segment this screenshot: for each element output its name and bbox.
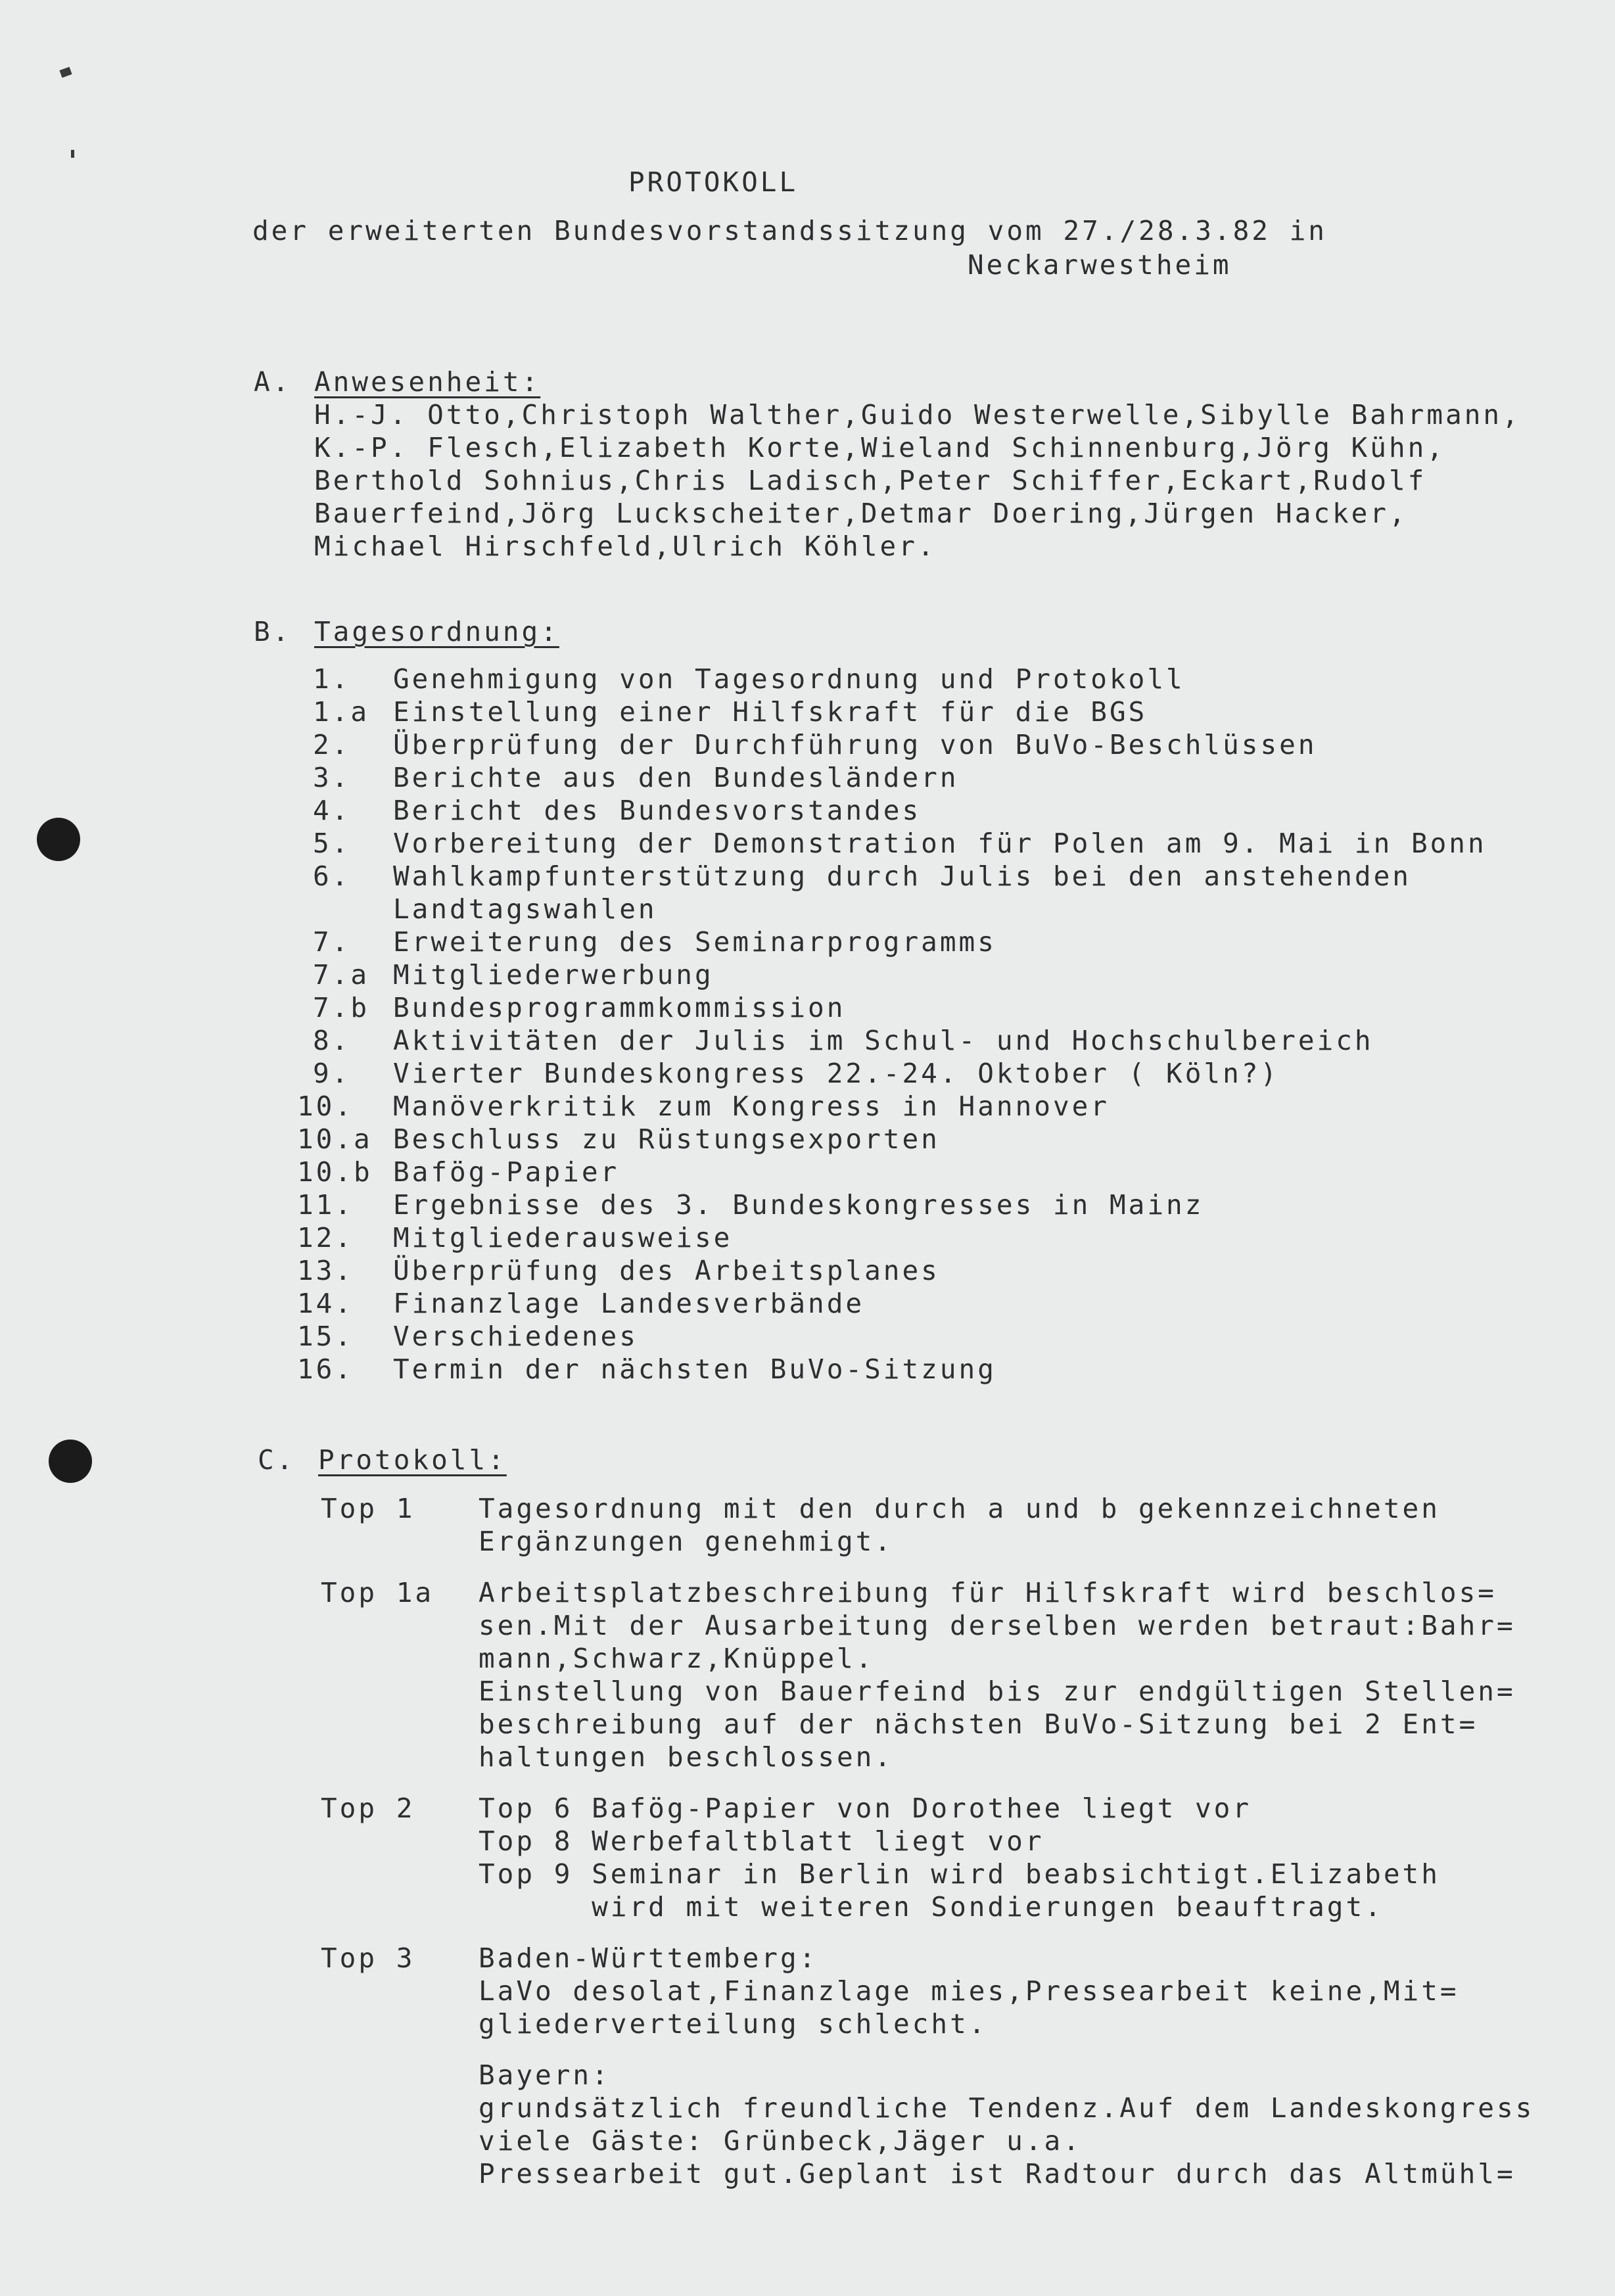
attendance-line: Michael Hirschfeld,Ulrich Köhler. [314,530,937,562]
protocol-line: Ergänzungen genehmigt. [479,1526,894,1557]
agenda-number: 7.a [313,959,370,991]
punch-hole [37,818,80,861]
agenda-item: Verschiedenes [393,1321,638,1352]
agenda-item: Finanzlage Landesverbände [393,1288,865,1319]
subtitle-line-2: Neckarwestheim [968,249,1232,281]
page-title: PROTOKOLL [628,166,799,198]
protocol-line: grundsätzlich freundliche Tendenz.Auf dem Landeskongress [479,2092,1535,2124]
agenda-number: 7. [313,926,351,958]
agenda-item: Vorbereitung der Demonstration für Polen am 9. Mai in Bonn [393,828,1487,859]
top-label: Top 2 [321,1792,415,1824]
attendance-line: Berthold Sohnius,Chris Ladisch,Peter Schiffer,Eckart,Rudolf [314,465,1427,496]
protocol-line: LaVo desolat,Finanzlage mies,Pressearbeit keine,Mit= [479,1975,1459,2007]
agenda-item: Beschluss zu Rüstungsexporten [393,1123,940,1155]
attendance-line: H.-J. Otto,Christoph Walther,Guido Westerwelle,Sibylle Bahrmann, [314,399,1521,431]
agenda-number: 6. [313,860,351,892]
agenda-number: 3. [313,762,351,793]
agenda-item: Manöverkritik zum Kongress in Hannover [393,1090,1110,1122]
agenda-item: Überprüfung der Durchführung von BuVo-Beschlüssen [393,729,1317,761]
protocol-line: Top 6 Bafög-Papier von Dorothee liegt vor [479,1792,1252,1824]
agenda-number: 15. [297,1321,354,1352]
agenda-item: Bundesprogrammkommission [393,992,846,1023]
agenda-number: 14. [297,1288,354,1319]
agenda-number: 9. [313,1058,351,1089]
section-a-letter: A. [254,366,292,398]
protocol-line: viele Gäste: Grünbeck,Jäger u.a. [479,2125,1082,2157]
protocol-line: gliederverteilung schlecht. [479,2008,988,2040]
agenda-number: 5. [313,828,351,859]
section-c-heading: Protokoll: [318,1444,507,1476]
agenda-number: 11. [297,1189,354,1221]
margin-mark [59,67,72,78]
agenda-number: 10.b [297,1156,373,1188]
protocol-line: Top 8 Werbefaltblatt liegt vor [479,1825,1044,1857]
agenda-number: 8. [313,1025,351,1056]
top-label: Top 1a [321,1577,434,1608]
protocol-line: Arbeitsplatzbeschreibung für Hilfskraft wird beschlos= [479,1577,1497,1608]
section-c-letter: C. [258,1444,296,1476]
agenda-item: Genehmigung von Tagesordnung und Protokoll [393,663,1185,695]
agenda-item: Aktivitäten der Julis im Schul- und Hochschulbereich [393,1025,1374,1056]
agenda-item: Bafög-Papier [393,1156,620,1188]
subtitle-line-1: der erweiterten Bundesvorstandssitzung vom 27./28.3.82 in [252,215,1327,246]
protocol-line: Einstellung von Bauerfeind bis zur endgültigen Stellen= [479,1675,1516,1707]
punch-hole [49,1440,92,1483]
agenda-item: Wahlkampfunterstützung durch Julis bei den anstehenden [393,860,1411,892]
agenda-number: 4. [313,795,351,826]
agenda-number: 1. [313,663,351,695]
agenda-number: 2. [313,729,351,761]
agenda-item: Ergebnisse des 3. Bundeskongresses in Mainz [393,1189,1204,1221]
protocol-line: mann,Schwarz,Knüppel. [479,1643,875,1674]
agenda-item: Mitgliederausweise [393,1222,733,1253]
section-a-heading: Anwesenheit: [314,366,541,398]
attendance-line: K.-P. Flesch,Elizabeth Korte,Wieland Schinnenburg,Jörg Kühn, [314,432,1446,463]
agenda-number: 16. [297,1353,354,1385]
margin-mark [71,150,74,158]
top-label: Top 1 [321,1493,415,1524]
agenda-item: Überprüfung des Arbeitsplanes [393,1255,940,1286]
protocol-line: sen.Mit der Ausarbeitung derselben werden betraut:Bahr= [479,1610,1516,1641]
protocol-line: haltungen beschlossen. [479,1741,894,1773]
agenda-item: Einstellung einer Hilfskraft für die BGS [393,696,1148,728]
agenda-number: 7.b [313,992,370,1023]
section-b-letter: B. [254,616,292,647]
protocol-line: Tagesordnung mit den durch a und b gekennzeichneten [479,1493,1440,1524]
attendance-line: Bauerfeind,Jörg Luckscheiter,Detmar Doering,Jürgen Hacker, [314,498,1408,529]
agenda-number: 12. [297,1222,354,1253]
agenda-item: Termin der nächsten BuVo-Sitzung [393,1353,996,1385]
state-heading-bw: Baden-Württemberg: [479,1942,818,1974]
section-b-heading: Tagesordnung: [314,616,559,647]
agenda-number: 1.a [313,696,370,728]
agenda-item: Berichte aus den Bundesländern [393,762,959,793]
protocol-line: Top 9 Seminar in Berlin wird beabsichtigt.Elizabeth [479,1858,1440,1890]
top-label: Top 3 [321,1942,415,1974]
agenda-item: Mitgliederwerbung [393,959,714,991]
protocol-line: beschreibung auf der nächsten BuVo-Sitzung bei 2 Ent= [479,1708,1478,1740]
agenda-item: Bericht des Bundesvorstandes [393,795,922,826]
protocol-line: Pressearbeit gut.Geplant ist Radtour durch das Altmühl= [479,2158,1516,2190]
protocol-line: wird mit weiteren Sondierungen beauftragt. [479,1891,1384,1923]
state-heading-by: Bayern: [479,2059,611,2091]
agenda-number: 10. [297,1090,354,1122]
agenda-item: Erweiterung des Seminarprogramms [393,926,996,958]
agenda-item-continuation: Landtagswahlen [393,893,657,925]
agenda-number: 10.a [297,1123,373,1155]
agenda-item: Vierter Bundeskongress 22.-24. Oktober ( Köln?) [393,1058,1280,1089]
agenda-number: 13. [297,1255,354,1286]
